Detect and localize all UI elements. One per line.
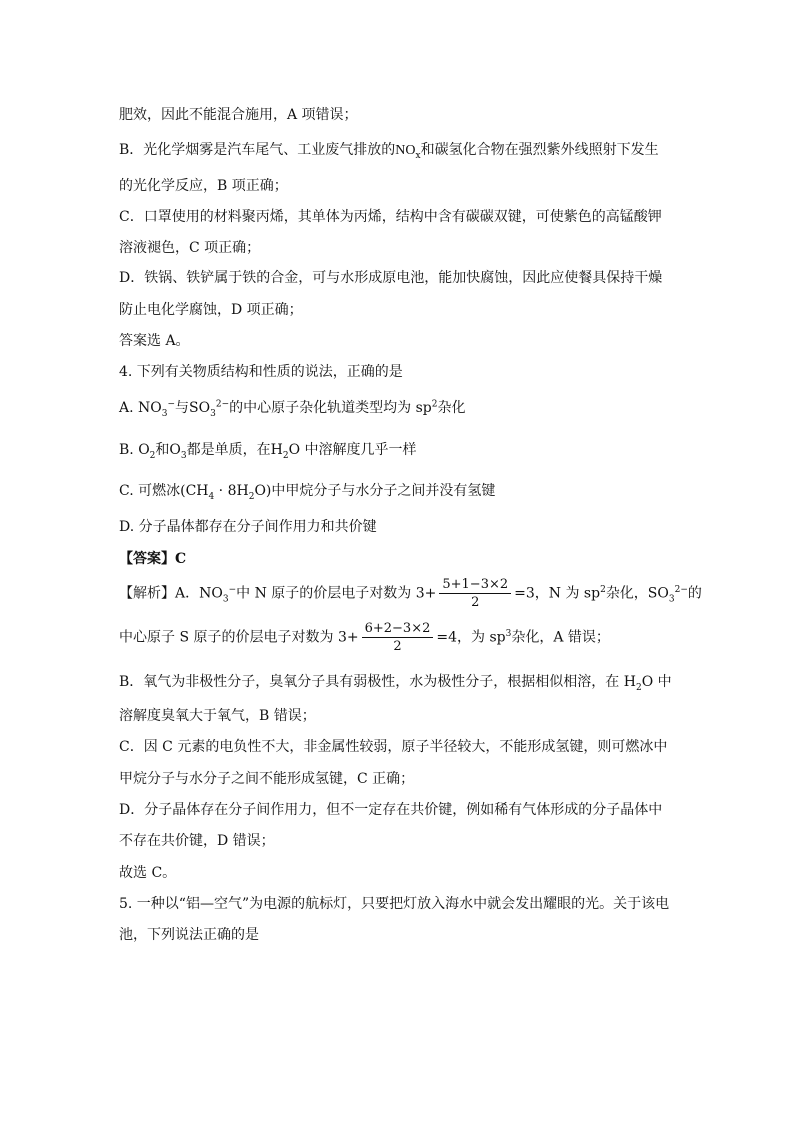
explanation-line: 【解析】A．$NO_3^-$中 N 原子的价层电子对数为 3+ $\frac{5+1-3\times 2}{2}$ =3，N 为 $sp^2$杂化，$SO_3^{2-}$的 <box>119 577 702 610</box>
answer-label: 【答案】C <box>119 551 187 567</box>
explanation-line: D．分子晶体存在分子间作用力，但不一定存在共价键，例如稀有气体形成的分子晶体中 <box>119 802 663 818</box>
text-line: B．光化学烟雾是汽车尾气、工业废气排放的$NO_x$和碳氢化合物在强烈紫外线照射下发生 <box>119 142 659 161</box>
explanation-line: C．因 C 元素的电负性不大，非金属性较弱，原子半径较大，不能形成氢键，则可燃冰中 <box>119 739 668 755</box>
text-line: 肥效，因此不能混合施用，A 项错误； <box>119 107 358 123</box>
option-b: B. $O_2$和$O_3$都是单质，在$H_2O$ 中溶解度几乎一样 <box>119 442 417 461</box>
option-a: A. $NO_3^-$与$SO_3^{2-}$的中心原子杂化轨道类型均为 $sp^2$杂化 <box>119 399 466 419</box>
text-line: 答案选 A。 <box>119 333 190 349</box>
question-4-stem: 4. 下列有关物质结构和性质的说法，正确的是 <box>119 364 403 380</box>
question-5-stem: 池，下列说法正确的是 <box>119 927 259 943</box>
text-line: 防止电化学腐蚀，D 项正确； <box>119 302 303 318</box>
explanation-line: B．氧气为非极性分子，臭氧分子具有弱极性，水为极性分子，根据相似相溶，在 $H_2O$ 中 <box>119 674 672 693</box>
explanation-line: 甲烷分子与水分子之间不能形成氢键，C 正确； <box>119 771 415 787</box>
text-line: 的光化学反应，B 项正确； <box>119 178 288 194</box>
option-d: D. 分子晶体都存在分子间作用力和共价键 <box>119 519 377 535</box>
explanation-line: 溶解度臭氧大于氧气，B 错误； <box>119 708 316 724</box>
fraction: $\frac{5+1-3\times 2}{2}$ <box>439 578 511 609</box>
explanation-line: 故选 C。 <box>119 865 177 881</box>
explanation-line: 中心原子 S 原子的价层电子对数为 3+ $\frac{6+2-3\times 2}{2}$ =4，为 $sp^3$杂化，A 错误； <box>119 621 610 654</box>
text-line: D．铁锅、铁铲属于铁的合金，可与水形成原电池，能加快腐蚀，因此应使餐具保持干燥 <box>119 270 663 286</box>
option-c: C. 可燃冰$(CH_4 \cdot 8H_2O)$中甲烷分子与水分子之间并没有氢键 <box>119 483 496 502</box>
text-line: C．口罩使用的材料聚丙烯，其单体为丙烯，结构中含有碳碳双键，可使紫色的高锰酸钾 <box>119 209 662 225</box>
fraction: $\frac{6+2-3\times 2}{2}$ <box>362 622 434 653</box>
explanation-line: 不存在共价键，D 错误； <box>119 833 275 849</box>
text-line: 溶液褪色，C 项正确； <box>119 240 261 256</box>
question-5-stem: 5. 一种以“铝—空气”为电源的航标灯，只要把灯放入海水中就会发出耀眼的光。关于该电 <box>119 896 670 912</box>
